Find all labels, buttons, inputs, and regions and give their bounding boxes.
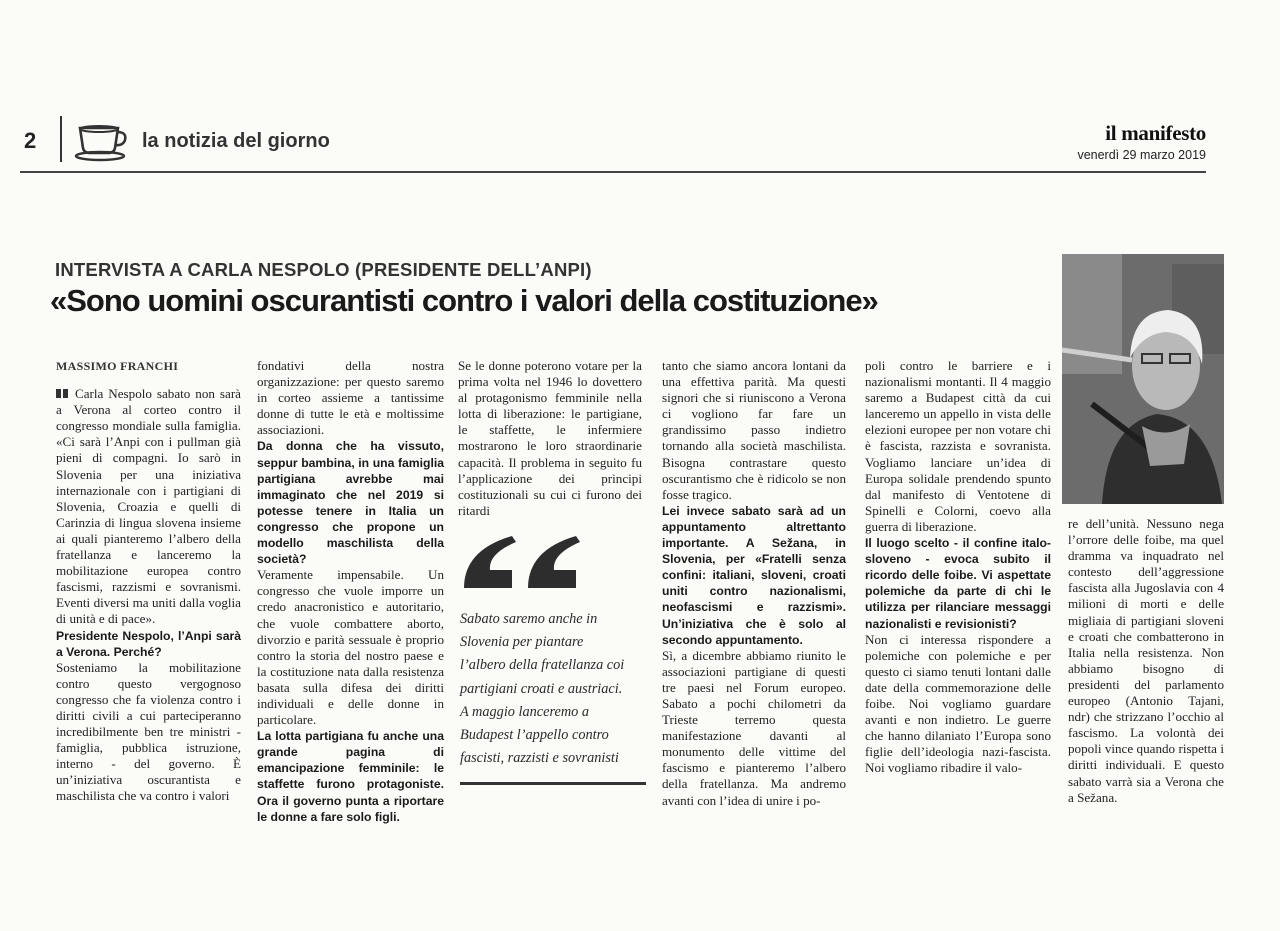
pull-quote-line: partigiani croati e austriaci. xyxy=(460,680,623,697)
interview-question: Da donna che ha vissuto, seppur bambina, in una famiglia partigiana avrebbe mai immaginato che nel 2019 si potesse tenere in Italia un congresso che propone un modello maschilista della società? xyxy=(257,439,444,567)
coffee-cup-icon xyxy=(74,120,130,162)
header-divider xyxy=(60,116,62,162)
article-kicker: INTERVISTA A CARLA NESPOLO (PRESIDENTE DELL’ANPI) xyxy=(55,259,592,280)
paragraph: Carla Nespolo sabato non sarà a Verona al corteo contro il congresso mondiale sulla famiglia. «Ci sarà l’Anpi con i pullman già pieni di compagni. Io sarò in Slovenia per una iniziativa internazionale con i partigiani di Slovenia, Croazia e quelli di Carinzia di lingua slovena insieme ai quali pianteremo l’albero della fratellanza e lanceremo la mobilitazione europea contro fascismi, razzismi e sovranismi. Eventi diversi ma uniti dalla voglia di unità e di pace». xyxy=(56,386,241,627)
paragraph: poli contro le barriere e i nazionalismi montanti. Il 4 maggio saremo a Budapest città da cui lanceremo un appello in vista delle elezioni europee per non votare chi è fascista, razzista e sovranista. Vogliamo lanciare un’idea di Europa solidale prendendo spunto dal manifesto di Ventotene di Spinelli e Colorni, coevo alla guerra di liberazione. xyxy=(865,358,1051,534)
byline: MASSIMO FRANCHI xyxy=(56,359,179,373)
pull-quote xyxy=(460,530,652,785)
article-headline: «Sono uomini oscurantisti contro i valori della costituzione» xyxy=(50,283,878,318)
interview-question: Il luogo scelto - il confine italo-sloveno - evoca subito il ricordo delle foibe. Vi aspettate polemiche da parte di chi le utilizza per rilanciare messaggi nazionalisti e revisionisti? xyxy=(865,536,1051,631)
paragraph: fondativi della nostra organizzazione: per questo saremo in corteo assieme a tantissime donne di tutte le età e moltissime associazioni. xyxy=(257,358,444,438)
paragraph: tanto che siamo ancora lontani da una effettiva parità. Ma questi signori che si riuniscono a Verona ci vogliono far fare un grandissimo passo indietro tornando alla società maschilista. Bisogna contrastare questo oscurantismo che è ridicolo se non fosse tragico. xyxy=(662,358,846,502)
article-column-1 xyxy=(56,358,241,805)
paragraph: Se le donne poterono votare per la prima volta nel 1946 lo dovettero al protagonismo femminile nella lotta di liberazione: le partigiane, le staffette, le infermiere mostrarono le loro straordinarie capacità. Il problema in seguito fu l’applicazione dei principi costituzionali su cui ci furono dei ritardi xyxy=(458,358,642,518)
interview-question: La lotta partigiana fu anche una grande pagina di emancipazione femminile: le staffette furono protagoniste. Ora il governo punta a riportare le donne a fare solo figli. xyxy=(257,729,444,824)
lead-square-icon xyxy=(56,389,61,398)
paragraph: Veramente impensabile. Un congresso che vuole imporre un credo anacronistico e autoritario, che vuole combattere aborto, divorzio e parità sessuale è proprio contro la storia del nostro paese e la costituzione nata dalla resistenza basata sulla difesa dei diritti individuali e delle donne in particolare. xyxy=(257,567,444,728)
paragraph: Sosteniamo la mobilitazione contro questo vergognoso congresso che fa violenza contro i diritti civili a cui parteciperanno incredibilmente ben tre ministri - famiglia, pubblica istruzione, interno - del governo. È un’iniziativa oscurantista e maschilista che va contro i valori xyxy=(56,659,241,804)
lead-square-icon xyxy=(63,389,68,398)
pull-quote-line: l’albero della fratellanza coi xyxy=(460,657,625,674)
pull-quote-text xyxy=(460,608,652,770)
article-column-6 xyxy=(1068,516,1224,806)
masthead-title: il manifesto xyxy=(1105,121,1206,145)
interview-question: Presidente Nespolo, l’Anpi sarà a Verona. Perché? xyxy=(56,628,241,659)
quote-marks-icon xyxy=(460,530,590,594)
article-column-3 xyxy=(458,358,642,519)
paragraph: re dell’unità. Nessuno nega l’orrore delle foibe, ma quel dramma va inquadrato nel contesto dell’aggressione fascista alla Jugoslavia con 4 milioni di morti e delle migliaia di partigiani sloveni e croati che combatterono in Italia nella resistenza. Non abbiamo bisogno di presidenti del parlamento europeo (Antonio Tajani, ndr) che strizzano l’occhio al fascismo. La volontà dei popoli vince quando rispetta i diritti individuali. E questo sabato varrà sia a Verona che a Sežana. xyxy=(1068,516,1224,805)
interview-question: Lei invece sabato sarà ad un appuntamento altrettanto importante. A Sežana, in Slovenia, per «Fratelli senza confini: italiani, sloveni, croati uniti contro nazionalismi, neofascismi e razzismi». Un’iniziativa che è solo al secondo appuntamento. xyxy=(662,503,846,647)
article-photo xyxy=(1062,254,1224,504)
article-column-5 xyxy=(865,358,1051,776)
masthead xyxy=(1077,121,1206,162)
section-title: la notizia del giorno xyxy=(142,130,330,152)
paragraph: Non ci interessa rispondere a polemiche con polemiche e per questo ci siamo tenuti lontani dalle date della commemorazione delle foibe. Noi vogliamo guardare avanti e non indietro. Le guerre che hanno dilaniato l’Europa sono figlie dell’ideologia nazi-fascista. Noi vogliamo ribadire il valo- xyxy=(865,631,1051,776)
page-number: 2 xyxy=(24,128,37,153)
pull-quote-line: Sabato saremo anche in xyxy=(460,611,598,627)
article-column-4 xyxy=(662,358,846,809)
pull-quote-line: fascisti, razzisti e sovranisti xyxy=(460,750,619,767)
article-column-2 xyxy=(257,358,444,825)
pull-quote-line: Budapest l’appello contro xyxy=(460,727,609,744)
pull-quote-line: Slovenia per piantare xyxy=(460,634,584,651)
pull-quote-line: A maggio lanceremo a xyxy=(460,703,590,720)
pull-quote-rule xyxy=(460,782,646,785)
issue-date: venerdì 29 marzo 2019 xyxy=(1077,148,1206,162)
paragraph: Sì, a dicembre abbiamo riunito le associazioni partigiane di questi tre paesi nel Forum europeo. Sabato a pochi chilometri da Trieste terremo questa manifestazione davanti al monumento delle vittime del fascismo e pianteremo l’albero della fratellanza. Ma andremo avanti con l’idea di unire i po- xyxy=(662,647,846,808)
portrait-illustration xyxy=(1062,254,1224,504)
header-rule xyxy=(20,171,1206,173)
